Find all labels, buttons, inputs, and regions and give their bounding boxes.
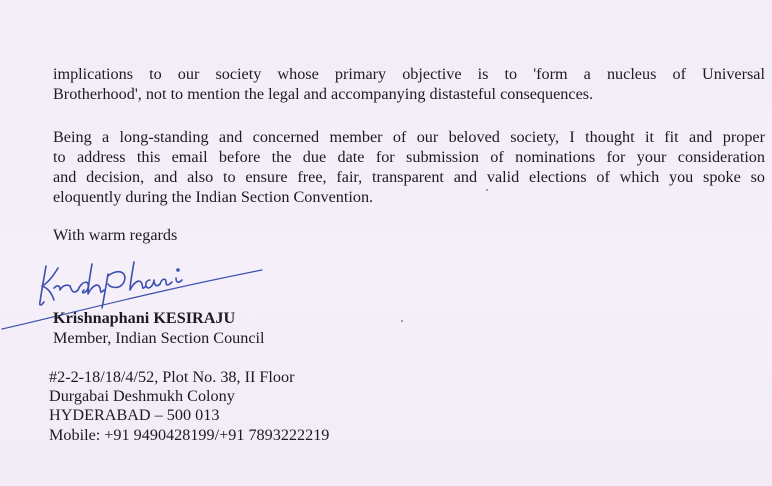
body-paragraph-2 <box>53 127 765 207</box>
address-line: Durgabai Deshmukh Colony <box>49 387 235 405</box>
paper-speck <box>401 320 403 322</box>
paragraph-line: implications to our society whose primary objective is to 'form a nucleus of Universal <box>53 65 765 83</box>
paragraph-line: to address this email before the due date for submission of nominations for your consideration <box>53 148 765 166</box>
closing-salutation: With warm regards <box>53 226 178 244</box>
signatory-name: Krishnaphani KESIRAJU <box>53 309 236 327</box>
address-line: Mobile: +91 9490428199/+91 7893222219 <box>49 426 330 444</box>
paragraph-line: and decision, and also to ensure free, fair, transparent and valid elections of which you spoke so <box>53 168 765 186</box>
paragraph-line: eloquently during the Indian Section Convention. <box>53 188 374 206</box>
address-line: HYDERABAD – 500 013 <box>49 406 220 424</box>
paragraph-line: Being a long-standing and concerned member of our beloved society, I thought it fit and proper <box>53 128 765 146</box>
signatory-title: Member, Indian Section Council <box>53 329 265 347</box>
paper-speck <box>486 189 488 191</box>
paragraph-line: Brotherhood', not to mention the legal and accompanying distasteful consequences. <box>53 85 594 103</box>
address-line: #2-2-18/18/4/52, Plot No. 38, II Floor <box>49 368 295 386</box>
body-paragraph-1 <box>53 64 765 104</box>
